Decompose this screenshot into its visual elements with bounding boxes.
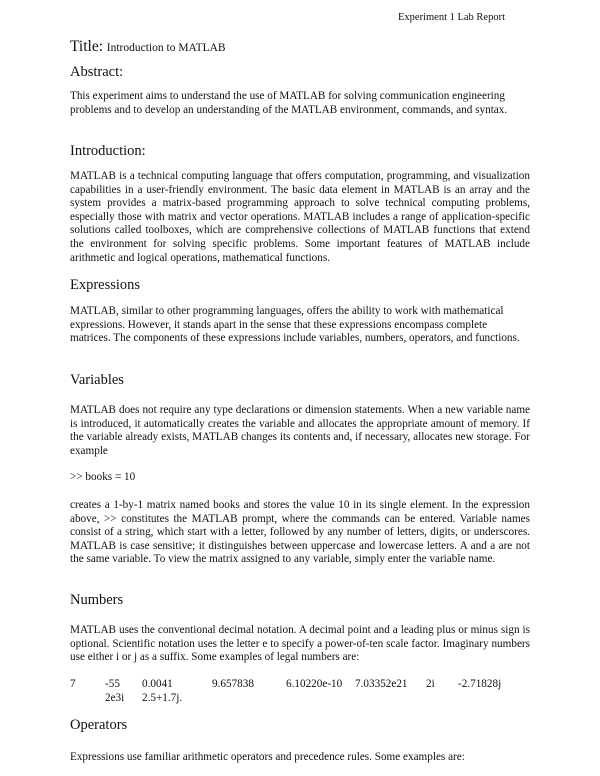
number-example: 7 <box>70 678 76 690</box>
title-text: Introduction to MATLAB <box>106 42 226 54</box>
abstract-body: This experiment aims to understand the use of MATLAB for solving communication engineering problems and to develop an understanding of the MATLAB environment, commands, and syntax. <box>70 90 508 116</box>
number-example: 6.10220e-10 <box>286 678 343 690</box>
number-example: 0.0041 <box>142 678 173 690</box>
code-example: >> books = 10 <box>70 471 136 483</box>
expressions-heading: Expressions <box>70 277 141 293</box>
running-header: Experiment 1 Lab Report <box>398 12 506 23</box>
variables-body-2: creates a 1-by-1 matrix named books and stores the value 10 in its single element. In the expression above, >> constitutes the MATLAB prompt, where the commands can be entered. Variable names consist of a string, which start with a letter, followed by any number of letters, digits, or underscores. MATLAB is case sensitive; it distinguishes between uppercase and lowercase letters. A and a are not the same variable. To view the matrix assigned to any variable, simply enter the variable name. <box>70 499 530 566</box>
number-examples-row-1 <box>70 678 530 692</box>
number-example: 2e3i <box>105 692 125 704</box>
variables-body-1: MATLAB does not require any type declarations or dimension statements. When a new variable name is introduced, it automatically creates the variable and allocates the appropriate amount of memory. If the variable already exists, MATLAB changes its contents and, if necessary, allocates new storage. For example <box>70 404 530 457</box>
report-title <box>70 38 226 56</box>
abstract-heading: Abstract: <box>70 64 124 80</box>
operators-body: Expressions use familiar arithmetic operators and precedence rules. Some examples are: <box>70 751 465 763</box>
numbers-body: MATLAB uses the conventional decimal notation. A decimal point and a leading plus or minus sign is optional. Scientific notation uses the letter e to specify a power-of-ten scale factor. Imaginary numbers use either i or j as a suffix. Some examples of legal numbers are: <box>70 624 530 664</box>
expressions-body: MATLAB, similar to other programming languages, offers the ability to work with mathematical expressions. However, it stands apart in the sense that these expressions encompass complete matrices. The components of these expressions include variables, numbers, operators, and functions. <box>70 305 520 345</box>
introduction-body: MATLAB is a technical computing language that offers computation, programming, and visualization capabilities in a user-friendly environment. The basic data element in MATLAB is an array and the system provides a matrix-based programming approach to solve technical computing problems, especially those with matrix and vector operations. MATLAB includes a range of application-specific solutions called toolboxes, which are comprehensive collections of MATLAB functions that extend the environment for solving specific problems. Some important features of MATLAB include arithmetic and logical operations, mathematical functions. <box>70 170 530 264</box>
number-example: 7.03352e21 <box>355 678 408 690</box>
number-example: 9.657838 <box>212 678 254 690</box>
number-example: -55 <box>105 678 120 690</box>
introduction-heading: Introduction: <box>70 143 146 159</box>
number-example: 2i <box>426 678 435 690</box>
title-label: Title: <box>70 38 104 55</box>
number-examples-row-2 <box>70 692 530 706</box>
numbers-heading: Numbers <box>70 592 124 608</box>
number-example: 2.5+1.7j. <box>142 692 183 704</box>
variables-heading: Variables <box>70 372 124 388</box>
operators-heading: Operators <box>70 717 128 733</box>
number-example: -2.71828j <box>458 678 502 690</box>
